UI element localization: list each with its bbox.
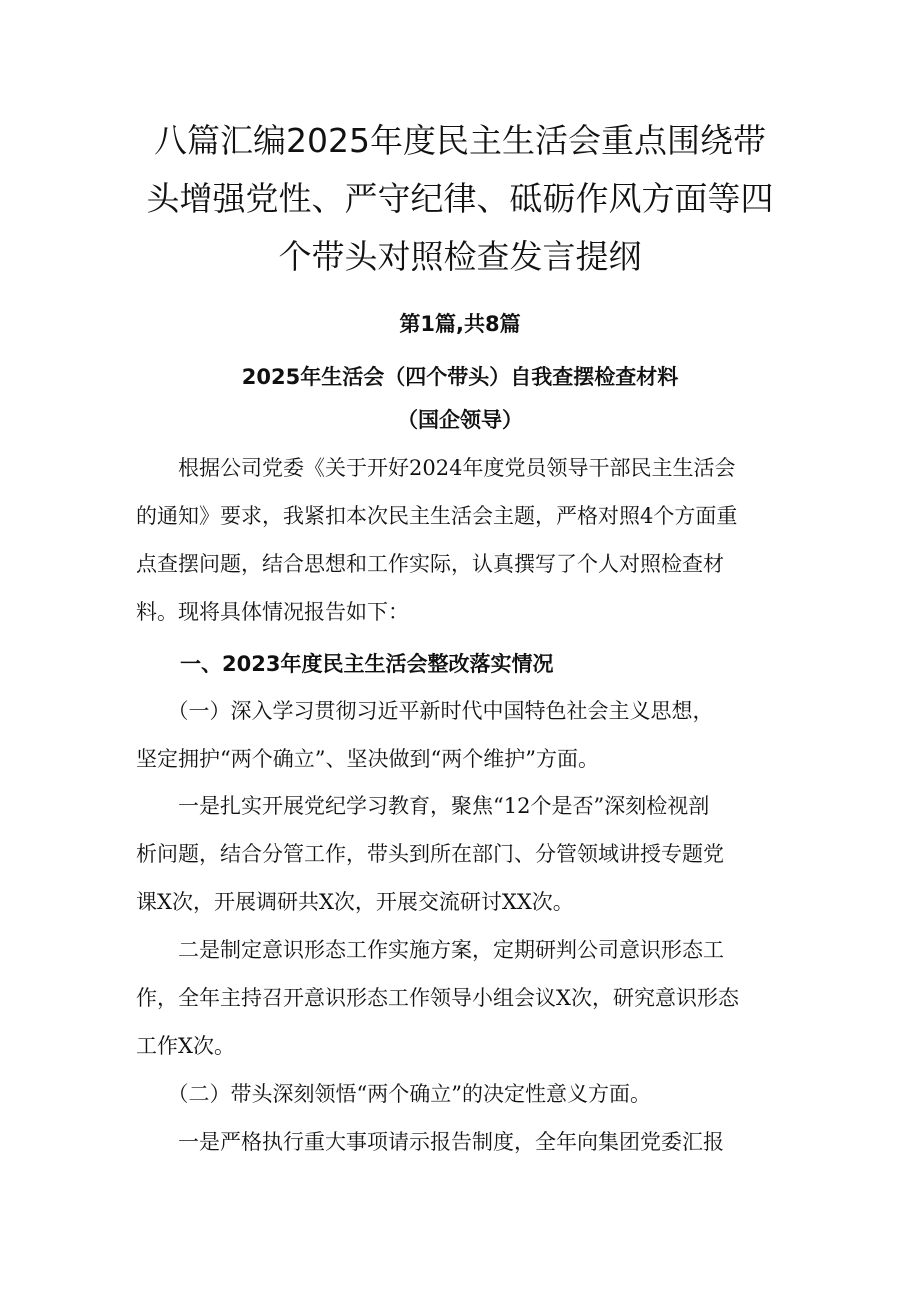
point-1-line-2: 析问题，结合分管工作，带头到所在部门、分管领域讲授专题党 xyxy=(136,842,724,866)
intro-line-2: 的通知》要求，我紧扣本次民主生活会主题，严格对照4个方面重 xyxy=(136,504,738,528)
point-1-line-1: 一是扎实开展党纪学习教育，聚焦“12个是否”深刻检视剖 xyxy=(136,794,710,818)
point-2-line-2: 作，全年主持召开意识形态工作领导小组会议X次，研究意识形态 xyxy=(136,986,739,1010)
section-counter: 第1篇,共8篇 xyxy=(399,312,521,336)
title-line-3: 个带头对照检查发言提纲 xyxy=(278,237,642,276)
subsection-2 xyxy=(136,1070,796,1118)
intro-line-4: 料。现将具体情况报告如下： xyxy=(136,600,409,624)
point-2-line-1: 二是制定意识形态工作实施方案，定期研判公司意识形态工 xyxy=(136,938,724,962)
subsection-1-line-2: 坚定拥护“两个确立”、坚决做到“两个维护”方面。 xyxy=(136,747,599,771)
document-title xyxy=(120,112,800,286)
point-3-paragraph xyxy=(136,1118,796,1166)
point-2-paragraph xyxy=(136,926,796,1070)
article-subtitle: （国企领导） xyxy=(397,408,523,432)
article-title: 2025年生活会（四个带头）自我查摆检查材料 xyxy=(241,365,679,389)
intro-paragraph xyxy=(136,444,796,636)
subsection-2-line-1: （二）带头深刻领悟“两个确立”的决定性意义方面。 xyxy=(136,1082,651,1106)
point-1-paragraph xyxy=(136,782,796,926)
intro-line-1: 根据公司党委《关于开好2024年度党员领导干部民主生活会 xyxy=(136,456,736,480)
title-line-1: 八篇汇编2025年度民主生活会重点围绕带 xyxy=(154,121,766,160)
intro-line-3: 点查摆问题，结合思想和工作实际，认真撰写了个人对照检查材 xyxy=(136,552,724,576)
point-2-line-3: 工作X次。 xyxy=(136,1034,235,1058)
point-1-line-3: 课X次，开展调研共X次，开展交流研讨XX次。 xyxy=(136,890,574,914)
title-line-2: 头增强党性、严守纪律、砥砺作风方面等四 xyxy=(146,179,774,218)
section-heading-1: 一、2023年度民主生活会整改落实情况 xyxy=(180,652,554,676)
subsection-1 xyxy=(136,687,796,783)
subsection-1-line-1: （一）深入学习贯彻习近平新时代中国特色社会主义思想， xyxy=(136,699,714,723)
point-3-line-1: 一是严格执行重大事项请示报告制度，全年向集团党委汇报 xyxy=(136,1130,724,1154)
